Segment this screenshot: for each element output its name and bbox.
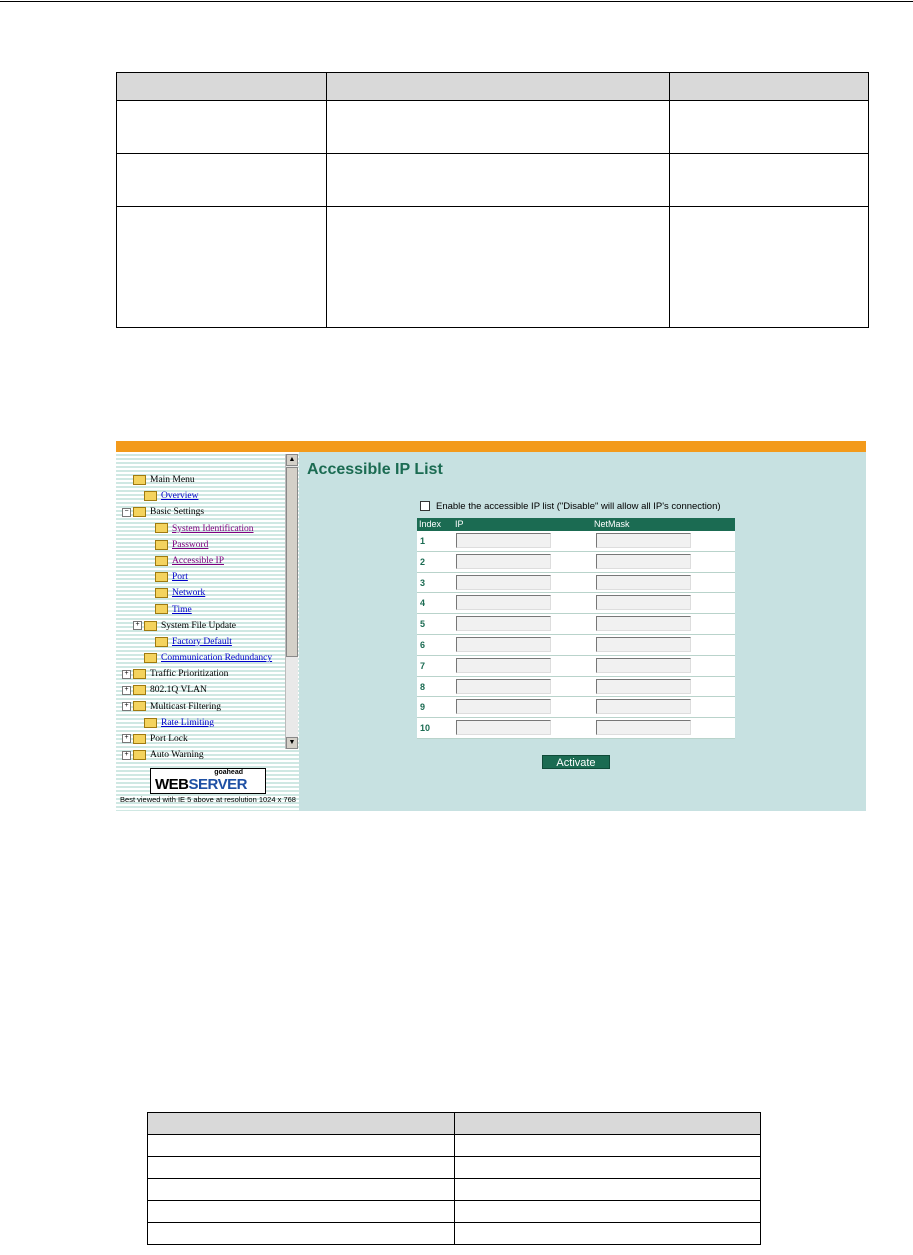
sidebar-menu bbox=[116, 452, 299, 811]
folder-icon bbox=[144, 621, 157, 631]
menu-item[interactable] bbox=[122, 488, 272, 504]
menu-item-label[interactable]: System Identification bbox=[172, 523, 254, 534]
ip-input[interactable] bbox=[456, 679, 551, 694]
ip-row bbox=[417, 573, 735, 594]
netmask-input[interactable] bbox=[596, 720, 691, 735]
orange-header-bar bbox=[116, 441, 866, 452]
netmask-input[interactable] bbox=[596, 699, 691, 714]
expand-icon[interactable]: + bbox=[133, 621, 142, 630]
menu-item[interactable] bbox=[122, 618, 272, 634]
folder-icon bbox=[133, 750, 146, 760]
header-netmask: NetMask bbox=[594, 519, 630, 529]
ip-input[interactable] bbox=[456, 575, 551, 590]
menu-item-label: Multicast Filtering bbox=[150, 701, 221, 712]
menu-item-label: Port Lock bbox=[150, 734, 188, 744]
table-row bbox=[148, 1201, 761, 1223]
table-header-row bbox=[117, 73, 869, 101]
settings-table-top bbox=[116, 72, 869, 328]
scroll-thumb[interactable] bbox=[286, 467, 298, 657]
row-index: 7 bbox=[420, 660, 426, 671]
menu-item-label[interactable]: Port bbox=[172, 572, 188, 583]
scroll-down-arrow-icon[interactable]: ▼ bbox=[286, 737, 298, 749]
folder-icon bbox=[144, 718, 157, 728]
logo-small-text: goahead bbox=[214, 769, 243, 776]
ip-row bbox=[417, 593, 735, 614]
row-index: 5 bbox=[420, 619, 426, 630]
ip-row bbox=[417, 718, 735, 739]
ip-row bbox=[417, 552, 735, 573]
ip-input[interactable] bbox=[456, 658, 551, 673]
netmask-input[interactable] bbox=[596, 533, 691, 548]
ip-input[interactable] bbox=[456, 720, 551, 735]
menu-item-label[interactable]: Network bbox=[172, 588, 206, 599]
ip-input[interactable] bbox=[456, 699, 551, 714]
ip-input[interactable] bbox=[456, 595, 551, 610]
folder-icon bbox=[133, 734, 146, 744]
scroll-up-arrow-icon[interactable]: ▲ bbox=[286, 454, 298, 466]
ip-row bbox=[417, 697, 735, 718]
folder-icon bbox=[144, 491, 157, 501]
page-top-rule bbox=[0, 1, 913, 2]
row-index: 1 bbox=[420, 536, 426, 546]
menu-item[interactable] bbox=[122, 666, 272, 682]
ip-row bbox=[417, 656, 735, 677]
netmask-input[interactable] bbox=[596, 616, 691, 631]
folder-icon bbox=[155, 523, 168, 533]
table-row bbox=[117, 101, 869, 154]
header-index: Index bbox=[419, 519, 442, 529]
settings-table-bottom bbox=[147, 1112, 761, 1245]
menu-item[interactable] bbox=[122, 747, 272, 763]
row-index: 4 bbox=[420, 598, 426, 609]
netmask-input[interactable] bbox=[596, 575, 691, 590]
netmask-input[interactable] bbox=[596, 679, 691, 694]
menu-item[interactable] bbox=[122, 634, 272, 650]
folder-icon bbox=[133, 669, 146, 679]
row-index: 10 bbox=[420, 723, 431, 734]
row-index: 3 bbox=[420, 577, 426, 588]
enable-accessible-ip-row bbox=[420, 501, 721, 512]
folder-icon bbox=[155, 604, 168, 614]
ip-input[interactable] bbox=[456, 637, 551, 652]
expand-icon[interactable]: + bbox=[122, 751, 131, 760]
ip-row bbox=[417, 677, 735, 698]
table-row bbox=[117, 154, 869, 207]
menu-item-label: Traffic Prioritization bbox=[150, 669, 229, 680]
sidebar-scrollbar[interactable] bbox=[285, 454, 298, 749]
enable-accessible-ip-label: Enable the accessible IP list ("Disable" will allow all IP's connection) bbox=[436, 501, 721, 512]
menu-item[interactable] bbox=[122, 569, 272, 585]
menu-item[interactable] bbox=[122, 650, 272, 666]
table-row bbox=[148, 1179, 761, 1201]
menu-tree bbox=[122, 472, 272, 763]
menu-item-label[interactable]: Time bbox=[172, 604, 192, 615]
row-index: 2 bbox=[420, 556, 426, 567]
table-row bbox=[148, 1223, 761, 1245]
accessible-ip-table bbox=[417, 518, 735, 739]
folder-icon bbox=[133, 685, 146, 695]
activate-button[interactable]: Activate bbox=[542, 755, 610, 769]
folder-icon bbox=[133, 475, 146, 485]
menu-item[interactable] bbox=[122, 521, 272, 537]
menu-item-label: Main Menu bbox=[150, 475, 195, 485]
menu-item bbox=[122, 472, 272, 488]
menu-item-label[interactable]: Communication Redundancy bbox=[161, 653, 273, 664]
menu-item[interactable] bbox=[122, 715, 272, 731]
menu-item[interactable] bbox=[122, 699, 272, 715]
enable-accessible-ip-checkbox[interactable] bbox=[420, 501, 430, 511]
netmask-input[interactable] bbox=[596, 637, 691, 652]
expand-icon[interactable]: + bbox=[122, 702, 131, 711]
folder-icon bbox=[155, 588, 168, 598]
menu-item[interactable] bbox=[122, 585, 272, 601]
ip-input[interactable] bbox=[456, 554, 551, 569]
menu-item-label[interactable]: Rate Limiting bbox=[161, 717, 215, 728]
expand-icon[interactable]: + bbox=[122, 670, 131, 679]
menu-item-label: System File Update bbox=[161, 620, 236, 631]
netmask-input[interactable] bbox=[596, 595, 691, 610]
logo-big-text: WEBSERVER bbox=[155, 776, 247, 793]
ip-row bbox=[417, 531, 735, 552]
folder-icon bbox=[144, 653, 157, 663]
menu-item-label[interactable]: Factory Default bbox=[172, 636, 232, 647]
table-row bbox=[148, 1157, 761, 1179]
table-row bbox=[117, 207, 869, 328]
menu-item-label[interactable]: Overview bbox=[161, 491, 199, 502]
folder-icon bbox=[133, 701, 146, 711]
menu-item-label: Basic Settings bbox=[150, 507, 205, 518]
folder-icon bbox=[133, 507, 146, 517]
row-index: 8 bbox=[420, 681, 426, 692]
menu-item[interactable] bbox=[122, 504, 272, 520]
collapse-icon[interactable]: − bbox=[122, 508, 131, 517]
accessible-ip-screenshot bbox=[116, 441, 866, 811]
header-ip: IP bbox=[455, 519, 464, 529]
menu-item[interactable] bbox=[122, 731, 272, 747]
folder-icon bbox=[155, 637, 168, 647]
ip-table-header bbox=[417, 518, 735, 531]
menu-item-label[interactable]: Password bbox=[172, 539, 209, 550]
ip-input[interactable] bbox=[456, 616, 551, 631]
netmask-input[interactable] bbox=[596, 658, 691, 673]
menu-item[interactable] bbox=[122, 602, 272, 618]
page-title: Accessible IP List bbox=[307, 461, 443, 478]
ip-input[interactable] bbox=[456, 533, 551, 548]
table-header-row bbox=[148, 1113, 761, 1135]
menu-item[interactable] bbox=[122, 682, 272, 698]
row-index: 6 bbox=[420, 640, 426, 650]
table-row bbox=[148, 1135, 761, 1157]
menu-item[interactable] bbox=[122, 537, 272, 553]
folder-icon bbox=[155, 540, 168, 550]
expand-icon[interactable]: + bbox=[122, 734, 131, 743]
menu-item[interactable] bbox=[122, 553, 272, 569]
folder-icon bbox=[155, 572, 168, 582]
menu-item-label: Auto Warning bbox=[150, 750, 204, 761]
ip-row bbox=[417, 635, 735, 656]
expand-icon[interactable]: + bbox=[122, 686, 131, 695]
best-viewed-note: Best viewed with IE 5 above at resolution 1024 x 768 bbox=[120, 795, 296, 804]
netmask-input[interactable] bbox=[596, 554, 691, 569]
ip-row bbox=[417, 614, 735, 635]
menu-item-label[interactable]: Accessible IP bbox=[172, 555, 224, 566]
row-index: 9 bbox=[420, 702, 426, 713]
menu-item-label: 802.1Q VLAN bbox=[150, 685, 207, 696]
folder-icon bbox=[155, 556, 168, 566]
goahead-webserver-logo bbox=[150, 768, 266, 794]
